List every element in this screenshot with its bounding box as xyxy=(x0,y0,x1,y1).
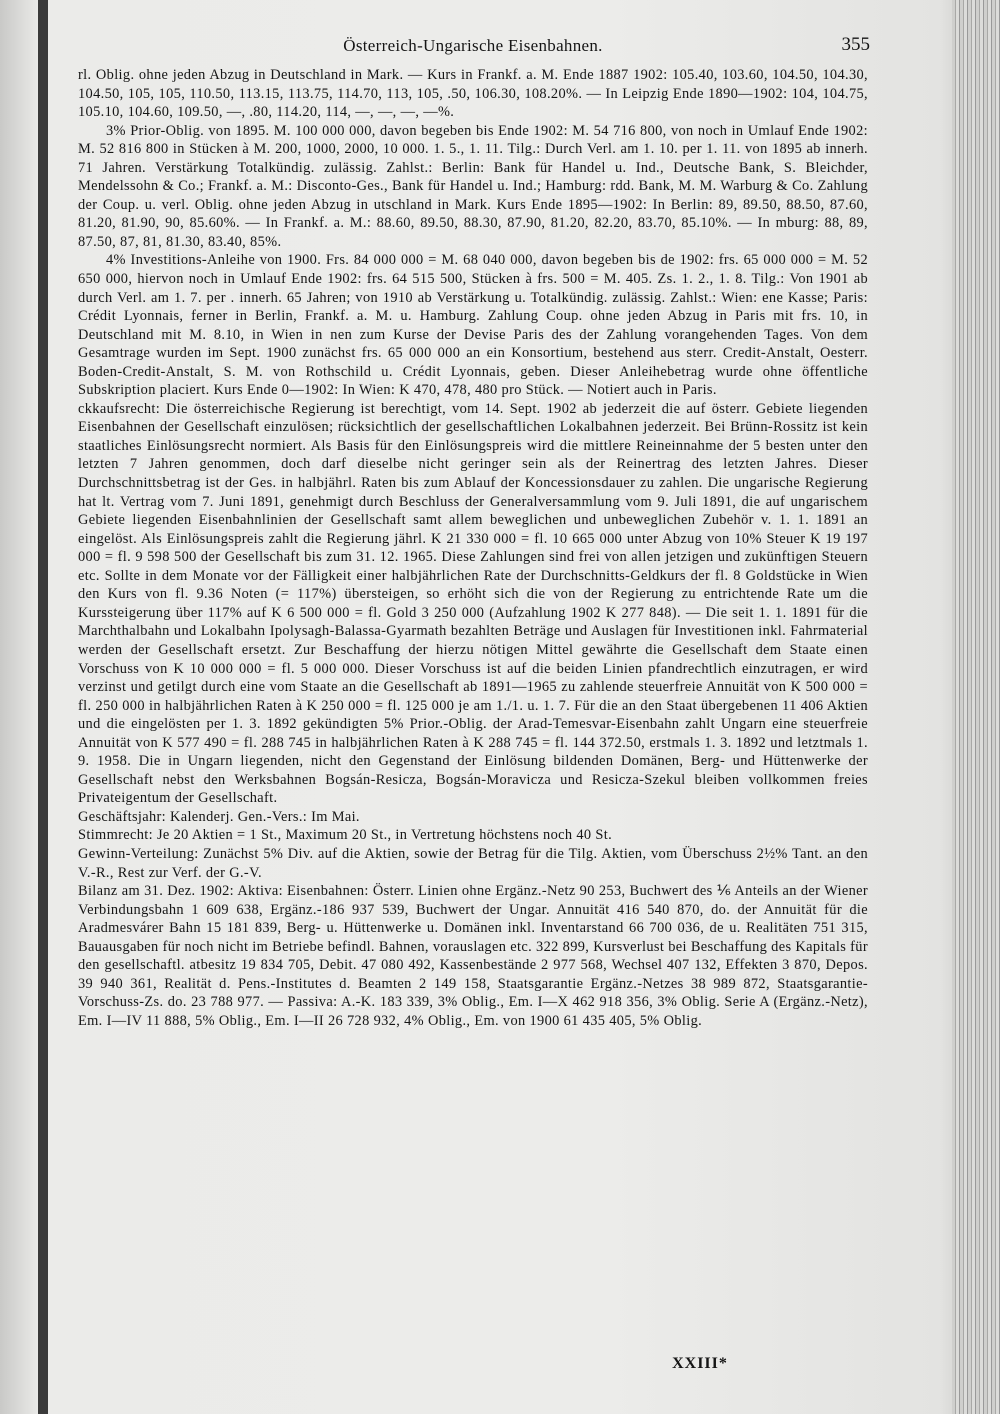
document-page xyxy=(78,30,868,1030)
paragraph-rueckkaufsrecht: ckkaufsrecht: Die österreichische Regierung ist berechtigt, vom 14. Sept. 1902 ab jederzeit die auf österr. Gebiete liegenden Eisenbahnen der Gesellschaft einzulösen; rücksichtlich der gesellschaftlichen Lokalbahnen jederzeit. Bei Brünn-Rossitz ist kein staatliches Einlösungsrecht normiert. Als Basis für den Einlösungspreis wird die mittlere Reineinnahme der 5 besten unter den letzten 7 Jahren genommen, doch darf dieselbe nicht geringer sein als der Reinertrag des letzten Jahres. Dieser Durchschnittsbetrag ist der Ges. in halbjährl. Raten bis zum Ablauf der Koncessionsdauer zu zahlen. Die ungarische Regierung hat lt. Vertrag vom 7. Juni 1891, genehmigt durch Beschluss der Generalversammlung vom 9. Juli 1891, die auf ungarischem Gebiete liegenden Eisenbahnlinien der Gesellschaft samt allem beweglichen und unbeweglichen Zubehör v. 1. 1. 1891 an eingelöst. Als Einlösungspreis zahlt die Regierung jährl. K 21 330 000 = fl. 10 665 000 unter Abzug von 10% Steuer K 19 197 000 = fl. 9 598 500 der Gesellschaft bis zum 31. 12. 1965. Diese Zahlungen sind frei von allen jetzigen und zukünftigen Steuern etc. Sollte in dem Monate vor der Fälligkeit einer halbjährlichen Rate der Durchschnitts-Geldkurs der fl. 8 Goldstücke in Wien den Kurs von fl. 9.36 Noten (= 117%) übersteigen, so erhöht sich die von der Regierung zu entrichtende Rate um die Kurssteigerung über 117% auf K 6 500 000 = fl. Gold 3 250 000 (Aufzahlung 1902 K 277 848). — Die seit 1. 1. 1891 für die Marchthalbahn und Lokalbahn Ipolysagh-Balassa-Gyarmath bezahlten Beträge und Auslagen für Investitionen inkl. Fahrmaterial werden der Gesellschaft ersetzt. Zur Beschaffung der hierzu nötigen Mittel gewährte die Gesellschaft dem Staate einen Vorschuss von K 10 000 000 = fl. 5 000 000. Dieser Vorschuss ist auf die beiden Linien pfandrechtlich einzutragen, er wird verzinst und getilgt durch eine vom Staate an die Gesellschaft ab 1891—1965 zu zahlende steuerfreie Annuität von K 500 000 = fl. 250 000 in halbjährlichen Raten à K 250 000 = fl. 125 000 je am 1./1. u. 1. 7. Für die an den Staat übergebenen 11 406 Aktien und die eingelösten per 1. 3. 1892 gekündigten 5% Prior.-Oblig. der Arad-Temesvar-Eisenbahn zahlt Ungarn eine steuerfreie Annuität von K 577 490 = fl. 288 745 in halbjährlichen Raten à K 288 745 = fl. 144 372.50, erstmals 1. 3. 1892 und letztmals 1. 9. 1958. Die in Ungarn liegenden, nicht den Gegenstand der Einlösung bildenden Domänen, Berg- und Hüttenwerke der Gesellschaft nebst den Werksbahnen Bogsán-Resicza, Bogsán-Moravicza und Resicza-Szekul bleiben vollkommen freies Privateigentum der Gesellschaft. xyxy=(78,400,868,807)
paragraph-investitions-anleihe-1900: 4% Investitions-Anleihe von 1900. Frs. 84 000 000 = M. 68 040 000, davon begeben bis de 1902: frs. 65 000 000 = M. 52 650 000, hiervon noch in Umlauf Ende 1902: frs. 64 515 500, Stücken à frs. 500 = M. 405. Zs. 1. 2., 1. 8. Tilg.: Von 1901 ab durch Verl. am 1. 7. per . innerh. 65 Jahren; von 1910 ab Verstärkung u. Totalkündig. zulässig. Zahlst.: Wien: ene Kasse; Paris: Crédit Lyonnais, ferner in Berlin, Frankf. a. M. u. Hamburg. Zahlung Coup. ohne jeden Abzug in Paris mit frs. 10, in Deutschland mit M. 8.10, in Wien in nen zum Kurse der Devise Paris des der Zahlung vorangehenden Tages. Von dem Gesamtrage wurden im Sept. 1900 zunächst frs. 65 000 000 an ein Konsortium, bestehend aus sterr. Credit-Anstalt, Oesterr. Boden-Credit-Anstalt, S. M. von Rothschild u. Crédit Lyonnais, geben. Dieser Anleihebetrag wurde ohne öffentliche Subskription placiert. Kurs Ende 0—1902: In Wien: K 470, 478, 480 pro Stück. — Notiert auch in Paris. xyxy=(78,252,868,399)
paragraph-kurs-1887: rl. Oblig. ohne jeden Abzug in Deutschland in Mark. — Kurs in Frankf. a. M. Ende 1887 1902: 105.40, 103.60, 104.50, 104.30, 104.50, 105, 105, 110.50, 113.15, 113.75, 114.70, 113, 105, .50, 106.30, 108.20%. — In Leipzig Ende 1890—1902: 104, 104.75, 105.10, 104.60, 109.50, —, .80, 114.20, 114, —, —, —, —%. xyxy=(78,67,868,121)
paragraph-bilanz-1902: Bilanz am 31. Dez. 1902: Aktiva: Eisenbahnen: Österr. Linien ohne Ergänz.-Netz 90 253, Buchwert des ⅙ Anteils an der Wiener Verbindungsbahn 1 609 638, Ergänz.-186 937 539, Buchwert der Ungar. Annuität 416 540 870, do. der Annuität für die Aradmesvárer Bahn 15 181 839, Berg- u. Hüttenwerke u. Domänen inkl. Inventarstand 66 700 036, de u. Realitäten 751 315, Bauausgaben für noch nicht im Betriebe befindl. Bahnen, vorauslagen etc. 322 899, Kursverlust bei Beschaffung des Kapitals für den gesellschaftl. atbesitz 19 834 705, Debit. 47 080 492, Kassenbestände 2 977 568, Wechsel 407 132, Effekten 3 870, Depos. 39 940 361, Realität d. Pens.-Institutes d. Beamten 2 149 158, Staatsgarantie Ergänz.-Netzes 38 989 872, Staatsgarantie-Vorschuss-Zs. do. 23 788 977. — Passiva: A.-K. 183 339, 3% Oblig., Em. I—X 462 918 356, 3% Oblig. Serie A (Ergänz.-Netz), Em. I—IV 11 888, 5% Oblig., Em. I—II 26 728 932, 4% Oblig., Em. von 1900 61 435 405, 5% Oblig. xyxy=(78,883,868,1029)
paragraph-gewinn-verteilung: Gewinn-Verteilung: Zunächst 5% Div. auf die Aktien, sowie der Betrag für die Tilg. Aktien, vom Überschuss 2½% Tant. an den V.-R., Rest zur Verf. der G.-V. xyxy=(78,845,868,881)
signature-mark: XXIII* xyxy=(672,1355,728,1372)
paragraph-geschaeftsjahr: Geschäftsjahr: Kalenderj. Gen.-Vers.: Im Mai. xyxy=(78,808,360,825)
paragraph-prior-oblig-1895: 3% Prior-Oblig. von 1895. M. 100 000 000, davon begeben bis Ende 1902: M. 54 716 800, von noch in Umlauf Ende 1902: M. 52 816 800 in Stücken à M. 200, 1000, 2000, 10 000. 1. 5., 1. 11. Tilg.: Durch Verl. am 1. 10. per 1. 11. von 1895 ab innerh. 71 Jahren. Verstärkung Totalkündig. zulässig. Zahlst.: Berlin: Bank für Handel u. Ind., Deutsche Bank, S. Bleichder, Mendelssohn & Co.; Frankf. a. M.: Disconto-Ges., Bank für Handel u. Ind.; Hamburg: rdd. Bank, M. M. Warburg & Co. Zahlung der Coup. u. verl. Oblig. ohne jeden Abzug in utschland in Mark. Kurs Ende 1895—1902: In Berlin: 89, 89.50, 88.50, 87.60, 81.20, 81.90, 90, 85.60%. — In Frankf. a. M.: 88.60, 89.50, 88.30, 87.90, 81.20, 82.20, 83.70, 85.10%. — In mburg: 88, 89, 87.50, 87, 81, 81.30, 83.40, 85%. xyxy=(78,122,868,250)
paragraph-stimmrecht: Stimmrecht: Je 20 Aktien = 1 St., Maximum 20 St., in Vertretung höchstens noch 40 St. xyxy=(78,827,613,844)
page-edge-stack xyxy=(952,0,1000,1414)
book-spine-shadow xyxy=(38,0,48,1414)
page-header xyxy=(78,30,868,66)
page-body xyxy=(78,66,868,1030)
page-number: 355 xyxy=(841,34,870,55)
running-title: Österreich-Ungarische Eisenbahnen. xyxy=(343,36,603,55)
